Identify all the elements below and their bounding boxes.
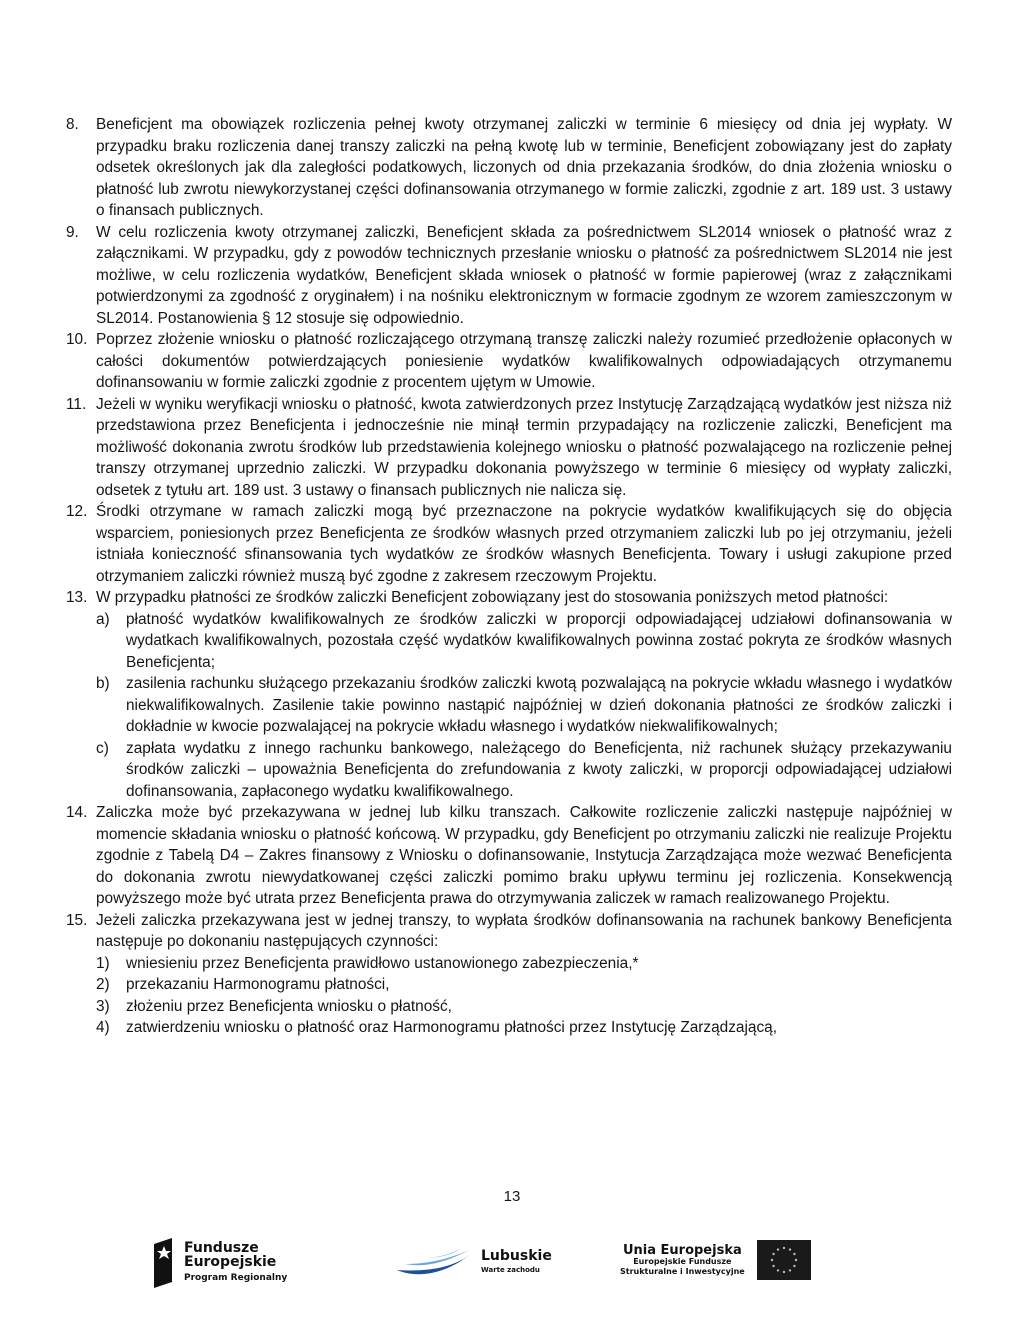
lubuskie-logo <box>395 1248 552 1278</box>
list-item <box>96 996 952 1018</box>
page-number: 13 <box>503 1188 521 1205</box>
ue-title: Unia Europejska <box>622 1242 742 1258</box>
list-item-text: zatwierdzeniu wniosku o płatność oraz Harmonogramu płatności przez Instytucję Zarządzającą, <box>126 1019 777 1036</box>
fe-line1: Fundusze <box>184 1240 259 1256</box>
ue-line3: Strukturalne i Inwestycyjne <box>620 1266 745 1276</box>
paragraph-13 <box>66 587 952 802</box>
unia-europejska-logo <box>620 1240 811 1280</box>
paragraph-text: Poprzez złożenie wniosku o płatność rozliczającego otrzymaną transzę zaliczki należy rozumieć przedłożenie opłaconych w całości dokumentów potwierdzających poniesienie wydatków kwalifikowalnych odpowiadających otrzymanemu dofinansowaniu w formie zaliczki zgodnie z procentem ujętym w Umowie. <box>96 331 952 391</box>
paragraph-text: W przypadku płatności ze środków zaliczki Beneficjent zobowiązany jest do stosowania poniższych metod płatności: <box>96 589 889 606</box>
list-item-marker: 4) <box>96 1019 110 1036</box>
list-item-text: zapłata wydatku z innego rachunku bankowego, należącego do Beneficjenta, niż rachunek służący przekazywaniu środków zaliczki – upoważnia Beneficjenta do zrefundowania z kwoty zaliczki, w proporcji odpowiadającej udziałowi dofinansowania, zapłaconego wydatku kwalifikowalnego. <box>126 739 952 800</box>
list-item <box>96 609 952 674</box>
paragraph-number: 8. <box>66 116 79 133</box>
list-item <box>96 1017 952 1039</box>
list-item-marker: c) <box>96 739 109 757</box>
sub-list <box>96 609 952 803</box>
list-item-text: wniesieniu przez Beneficjenta prawidłowo ustanowionego zabezpieczenia,* <box>126 954 639 972</box>
paragraph-text: Beneficjent ma obowiązek rozliczenia pełnej kwoty otrzymanej zaliczki w terminie 6 miesięcy od dnia jej wypłaty. W przypadku braku rozliczenia danej transzy zaliczki na pełną kwotę lub w terminie, Beneficjent zobowiązany jest do zapłaty odsetek określonych jak dla zaległości podatkowych, liczonych od dnia przekazania środków, do dnia złożenia wniosku o płatność lub zwrotu niewykorzystanej części dofinansowania otrzymanego w formie zaliczki, zgodnie z art. 189 ust. 3 ustawy o finansach publicznych. <box>96 116 952 219</box>
paragraph-number: 11. <box>66 395 87 413</box>
paragraph-number: 12. <box>66 503 88 520</box>
fundusze-europejskie-logo <box>150 1238 287 1288</box>
paragraph-10 <box>66 329 952 394</box>
list-item <box>96 673 952 738</box>
list-item <box>96 953 952 975</box>
list-item-marker: 2) <box>96 976 110 993</box>
lubuskie-swoosh-icon <box>395 1248 475 1278</box>
lubuskie-tagline: Warte zachodu <box>481 1266 540 1274</box>
list-item-text: zasilenia rachunku służącego przekazaniu środków zaliczki kwotą pozwalającą na pokrycie wkładu własnego i wydatków niekwalifikowalnych. Zasilenie takie powinno nastąpić najpóźniej w dzień dokonania płatności ze środków zaliczki i dokładnie w kwocie pozwalającej na pokrycie wkładu własnego i wydatków niekwalifikowalnych; <box>126 675 952 735</box>
list-item-marker: 1) <box>96 954 110 972</box>
paragraph-number: 13. <box>66 589 88 606</box>
paragraph-number: 14. <box>66 804 88 821</box>
paragraph-text: Środki otrzymane w ramach zaliczki mogą być przeznaczone na pokrycie wydatków kwalifikujących się do objęcia wsparciem, poniesionych przez Beneficjenta ze środków własnych przed otrzymaniem zaliczki lub po jej otrzymaniu, jeżeli istniała konieczność sfinansowania tych wydatków ze środków własnych Beneficjenta. Towary i usługi zakupione przed otrzymaniem zaliczki również muszą być zgodne z zakresem rzeczowym Projektu. <box>96 503 952 585</box>
list-item <box>96 738 952 803</box>
paragraph-9 <box>66 222 952 330</box>
paragraph-14 <box>66 802 952 910</box>
paragraph-number: 15. <box>66 911 88 929</box>
list-item-text: przekazaniu Harmonogramu płatności, <box>126 976 390 993</box>
paragraph-text: Jeżeli zaliczka przekazywana jest w jednej transzy, to wypłata środków dofinansowania na rachunek bankowy Beneficjenta następuje po dokonaniu następujących czynności: <box>96 911 952 950</box>
sub-list <box>96 953 952 1039</box>
list-item-text: złożeniu przez Beneficjenta wniosku o płatność, <box>126 997 452 1015</box>
list-item-text: płatność wydatków kwalifikowalnych ze środków zaliczki w proporcji odpowiadającej udziałowi dofinansowania w wydatkach kwalifikowalnych, pozostała część wydatków kwalifikowalnych powinna zostać pokryta ze środków własnych Beneficjenta; <box>126 610 952 671</box>
paragraph-11 <box>66 394 952 502</box>
paragraph-text: W celu rozliczenia kwoty otrzymanej zaliczki, Beneficjent składa za pośrednictwem SL2014 wniosek o płatność wraz z załącznikami. W przypadku, gdy z powodów technicznych przesłanie wniosku o płatność za pośrednictwem SL2014 nie jest możliwe, w celu rozliczenia wydatków, Beneficjent składa wniosek o płatność w formie papierowej (wraz z załącznikami potwierdzonymi za zgodność z oryginałem) i na nośniku elektronicznym w formacie zgodnym ze wzorem zamieszczonym w SL2014. Postanowienia § 12 stosuje się odpowiednio. <box>96 223 952 327</box>
eu-flag-icon <box>757 1240 811 1280</box>
paragraph-text: Zaliczka może być przekazywana w jednej lub kilku transzach. Całkowite rozliczenie zaliczki następuje najpóźniej w momencie składania wniosku o płatność końcową. W przypadku, gdy Beneficjent po otrzymaniu zaliczki nie realizuje Projektu zgodnie z Tabelą D4 – Zakres finansowy z Wniosku o dofinansowanie, Instytucja Zarządzająca może wezwać Beneficjenta do dokonania zwrotu niewydatkowanej części zaliczki pomimo braku upływu terminu jej rozliczenia. Konsekwencją powyższego może być utrata przez Beneficjenta prawa do otrzymywania zaliczek w ramach realizowanego Projektu. <box>96 804 952 907</box>
fe-line3: Program Regionalny <box>184 1273 288 1283</box>
paragraph-8 <box>66 114 952 222</box>
ue-line2: Europejskie Fundusze <box>633 1256 732 1266</box>
list-item <box>96 974 952 996</box>
list-item-marker: b) <box>96 675 110 692</box>
list-item-marker: 3) <box>96 997 110 1015</box>
paragraph-number: 9. <box>66 223 79 241</box>
document-body <box>66 114 952 1039</box>
lubuskie-title: Lubuskie <box>481 1248 552 1264</box>
paragraph-text: Jeżeli w wyniku weryfikacji wniosku o płatność, kwota zatwierdzonych przez Instytucję Zarządzającą wydatków jest niższa niż przedstawiona przez Beneficjenta i jednocześnie nie minął termin przypadający na rozliczenie zaliczki, Beneficjent ma możliwość dokonania zwrotu środków lub przedstawienia kolejnego wniosku o płatność pozwalającego na rozliczenie pełnej transzy otrzymanej uprzednio zaliczki. W przypadku dokonania powyższego w terminie 6 miesięcy od wypłaty zaliczki, odsetek z tytułu art. 189 ust. 3 ustawy o finansach publicznych nie nalicza się. <box>96 395 952 499</box>
paragraph-number: 10. <box>66 331 88 348</box>
fe-line2: Europejskie <box>184 1254 277 1270</box>
paragraph-15 <box>66 910 952 1039</box>
paragraph-12 <box>66 501 952 587</box>
list-item-marker: a) <box>96 610 110 628</box>
fe-emblem-icon <box>150 1238 176 1288</box>
footer-logos <box>0 1230 1024 1330</box>
